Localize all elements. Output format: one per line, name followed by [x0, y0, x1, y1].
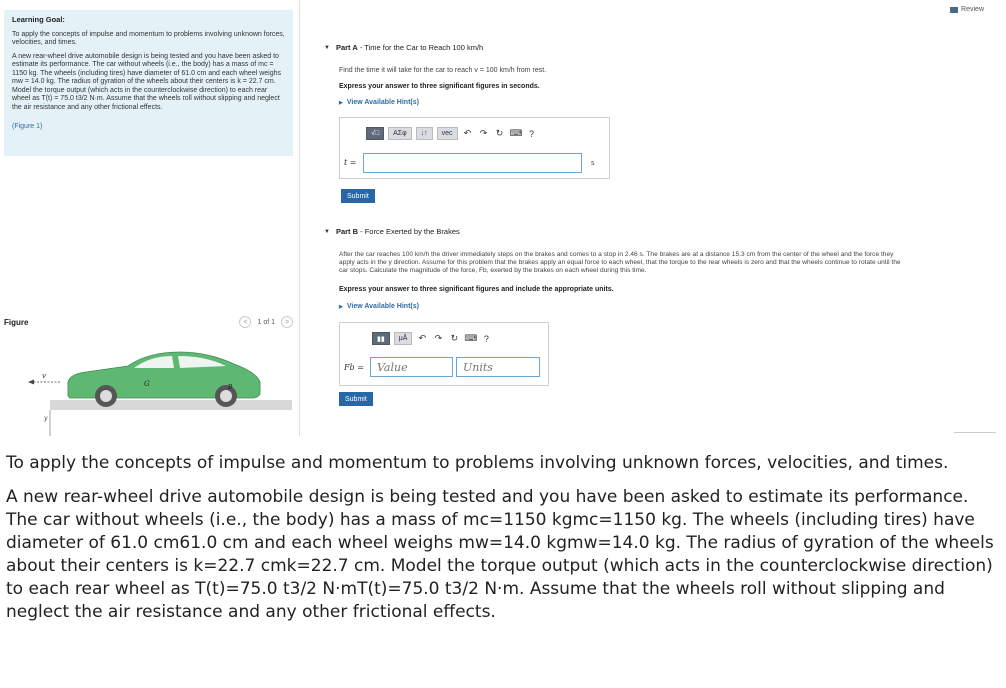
help-icon[interactable]: ? — [529, 128, 535, 139]
part-b-hint-label: View Available Hint(s) — [346, 303, 419, 310]
review-label: Review — [961, 6, 984, 13]
front-wheel-hub — [100, 390, 112, 402]
b-label: B — [228, 384, 233, 391]
keyboard-icon[interactable]: ⌨ — [464, 333, 478, 343]
review-link[interactable] — [950, 6, 984, 13]
undo-icon[interactable]: ↶ — [418, 333, 427, 343]
part-a-submit-button[interactable]: Submit — [341, 189, 375, 203]
part-a-question: Find the time it will take for the car to reach v = 100 km/h from rest. — [339, 67, 547, 74]
section-divider — [954, 432, 996, 433]
velocity-arrowhead — [28, 380, 34, 385]
vector-button[interactable]: vec — [437, 127, 458, 140]
collapse-caret-icon: ▼ — [324, 228, 330, 235]
hint-caret-icon: ▶ — [339, 303, 343, 310]
part-a-unit: s — [591, 160, 595, 167]
rear-wheel-hub — [220, 390, 232, 402]
part-b-question-line-1: After the car reaches 100 km/h the driver immediately steps on the brakes and comes to a stop in 2.46 s. The brakes are at a distance 15.3 cm from the center of the wheel and the force they — [339, 251, 894, 258]
hint-caret-icon: ▶ — [339, 99, 343, 106]
ground — [50, 400, 292, 410]
reset-icon[interactable]: ↻ — [450, 333, 459, 343]
y-label: y — [44, 415, 48, 422]
part-a-instruction: Express your answer to three significant figures in seconds. — [339, 83, 540, 90]
part-a-math-toolbar — [366, 127, 538, 140]
goal-intro: To apply the concepts of impulse and momentum to problems involving unknown forces, velocities, and times. — [12, 30, 285, 46]
greek-symbols-button[interactable]: ΑΣφ — [388, 127, 412, 140]
collapse-caret-icon: ▼ — [324, 44, 330, 51]
part-b-math-toolbar — [372, 332, 492, 345]
templates-button[interactable]: √□ — [366, 127, 384, 140]
part-b-question-line-2: apply acts in the y direction. Assume for this problem that the brakes apply an equal force to each wheel, that the torque to the rear wheels is zero and that the wheels continue to rotate until the — [339, 259, 901, 266]
learning-goal-panel — [4, 10, 293, 156]
part-a-header[interactable] — [324, 43, 483, 52]
part-b-units-input[interactable] — [456, 357, 540, 377]
figure-pager — [239, 316, 293, 328]
part-a-variable-label: t = — [344, 158, 357, 167]
statement-problem: A new rear-wheel drive automobile design is being tested and you have been asked to estimate its performance. The car without wheels (i.e., the body) has a mass of mc=1150 kgmc=1150 kg. The wheels (including tires) have diameter of 61.0 cm61.0 cm and each wheel weighs mw=14.0 kgmw=14.0 kg. The radius of gyration of the wheels about their centers is k=22.7 cmk=22.7 cm. Model the torque output (which acts in the counterclockwise direction) to each rear wheel as T(t)=75.0 t3/2 N·mT(t)=75.0 t3/2 N·m. Assume that the wheels roll without slipping and neglect the air resistance and any other frictional effects. — [6, 487, 994, 622]
next-figure-button[interactable]: > — [281, 316, 293, 328]
units-button[interactable]: μÅ — [394, 332, 413, 345]
undo-icon[interactable]: ↶ — [463, 128, 472, 138]
redo-icon[interactable]: ↷ — [479, 128, 488, 138]
keyboard-icon[interactable]: ⌨ — [509, 128, 523, 138]
part-a-hint-label: View Available Hint(s) — [346, 99, 419, 106]
figure-label: Figure — [4, 318, 29, 327]
column-divider — [299, 0, 300, 436]
statement-intro: To apply the concepts of impulse and momentum to problems involving unknown forces, velocities, and times. — [6, 453, 949, 473]
part-b-label: Part B — [335, 227, 359, 236]
g-label: G — [144, 380, 150, 388]
part-b-submit-button[interactable]: Submit — [339, 392, 373, 406]
reset-icon[interactable]: ↻ — [495, 128, 504, 138]
part-a-answer-input[interactable] — [363, 153, 582, 173]
redo-icon[interactable]: ↷ — [434, 333, 443, 343]
part-b-variable-label: Fb = — [344, 363, 364, 372]
part-b-subtitle: - Force Exerted by the Brakes — [358, 227, 460, 236]
prev-figure-button[interactable]: < — [239, 316, 251, 328]
part-b-instruction: Express your answer to three significant figures and include the appropriate units. — [339, 286, 614, 293]
templates-button[interactable]: ▮▮ — [372, 332, 390, 345]
part-a-hint-toggle[interactable] — [339, 99, 419, 106]
velocity-label: v — [42, 372, 46, 380]
figure-page-count: 1 of 1 — [257, 318, 275, 326]
figure-header — [4, 318, 293, 332]
goal-title: Learning Goal: — [12, 15, 65, 24]
part-b-question-line-3: car stops. Calculate the magnitude of the force, Fb, exerted by the brakes on each wheel during this time. — [339, 267, 647, 274]
part-b-header[interactable] — [324, 227, 460, 236]
part-a-label: Part A — [335, 43, 358, 52]
goal-problem: A new rear-wheel drive automobile design is being tested and you have been asked to estimate its performance. The car without wheels (i.e., the body) has a mass of mc = 1150 kg. The wheels (including tires) have diameter of 61.0 cm and each wheel weighs mw = 14.0 kg. The radius of gyration of the wheels about their centers is k = 22.7 cm. Model the torque output (which acts in the counterclockwise direction) to each rear wheel as T(t) = 75.0 t3/2 N·m. Assume that the wheels roll without slipping and neglect the air resistance and any other frictional effects. — [12, 52, 282, 111]
figure-link[interactable]: (Figure 1) — [12, 123, 43, 130]
problem-statement — [6, 452, 996, 635]
part-a-subtitle: - Time for the Car to Reach 100 km/h — [357, 43, 484, 52]
part-b-title — [336, 227, 460, 236]
car-figure — [20, 334, 292, 438]
review-icon — [950, 7, 958, 13]
part-b-value-input[interactable] — [370, 357, 453, 377]
sort-button[interactable]: ↓↑ — [416, 127, 433, 140]
part-b-hint-toggle[interactable] — [339, 303, 419, 310]
help-icon[interactable]: ? — [483, 333, 489, 344]
part-a-title — [336, 43, 483, 52]
